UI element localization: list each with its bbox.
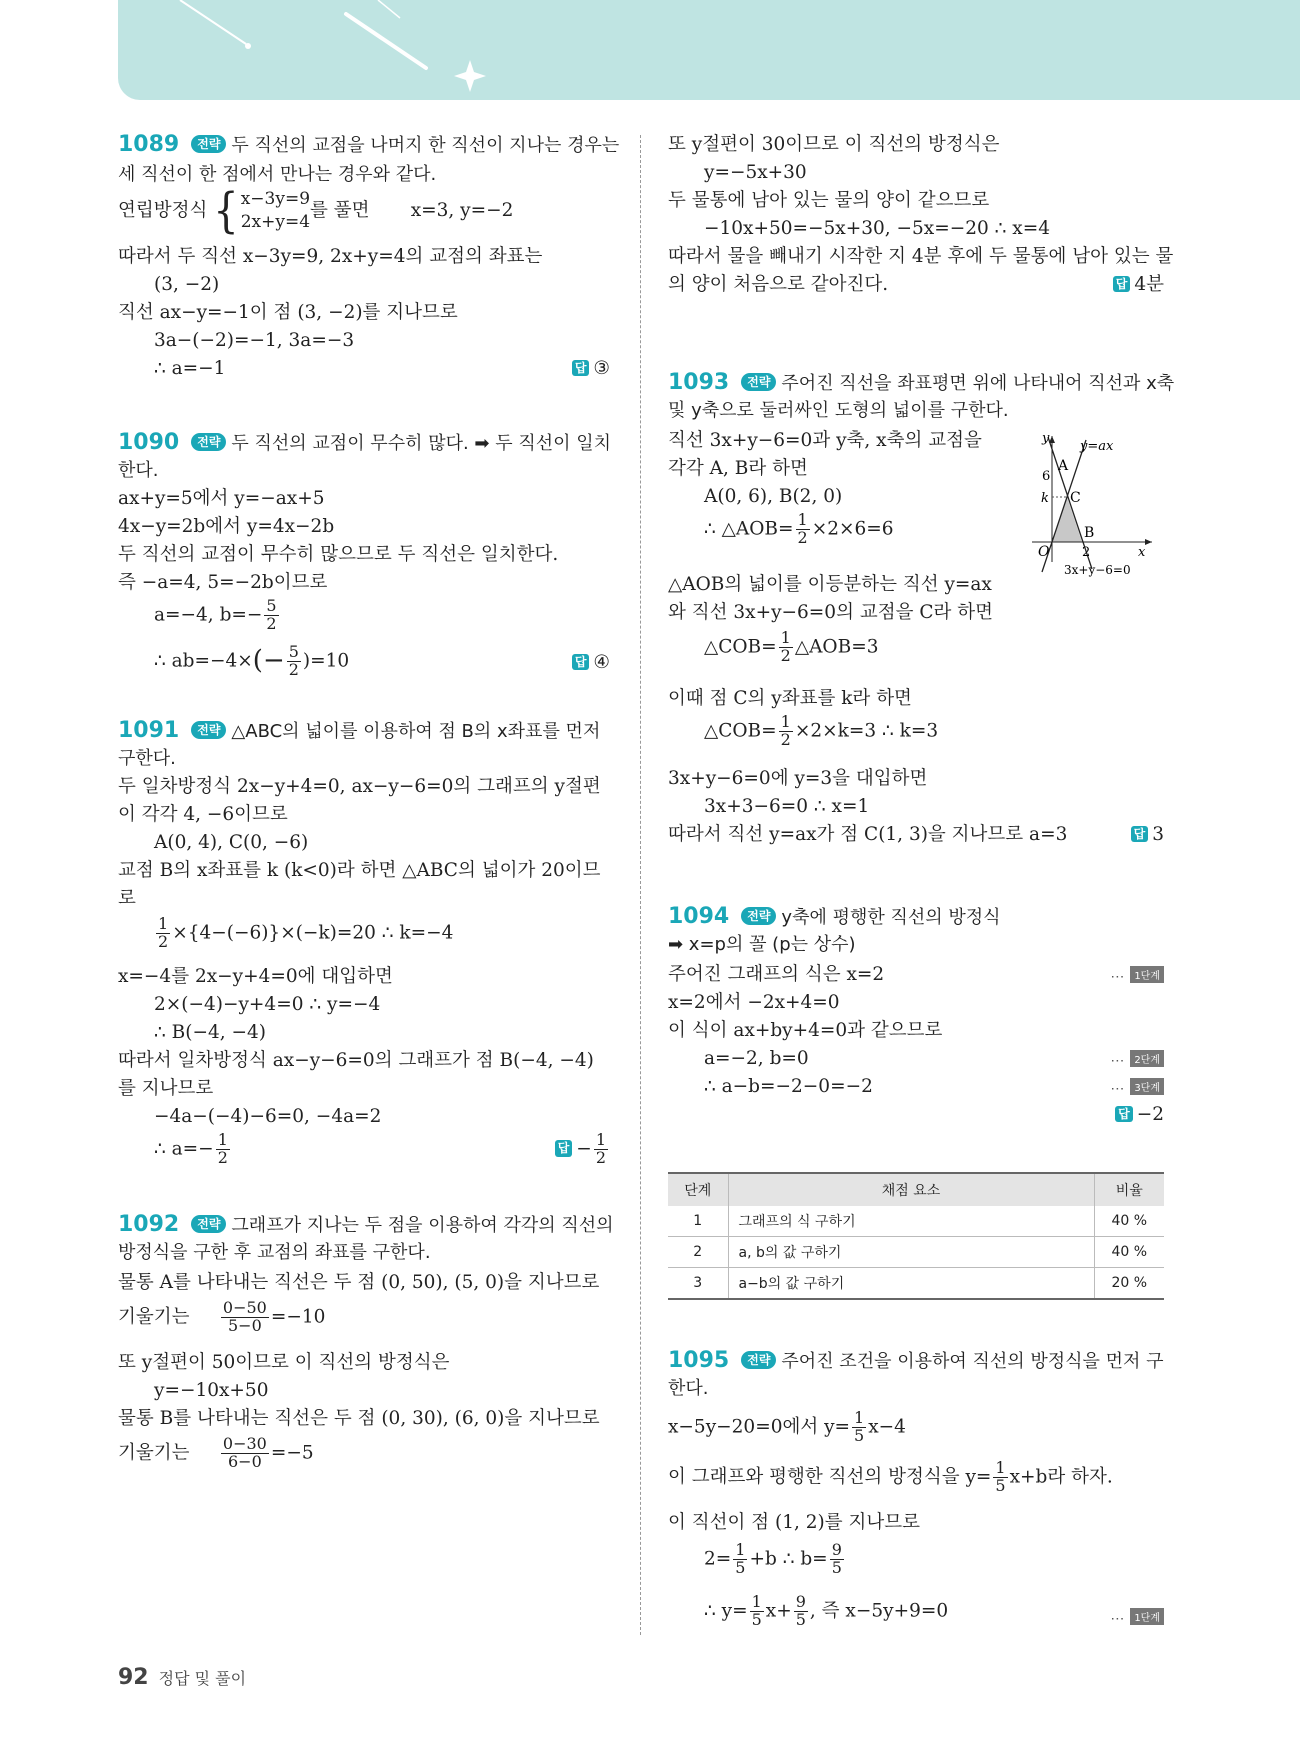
numerator: 1 bbox=[595, 1130, 606, 1149]
table-row bbox=[668, 1268, 1164, 1300]
problem-1092-header bbox=[118, 1212, 614, 1238]
denominator: 2 bbox=[288, 659, 299, 679]
origin-label: O bbox=[1038, 544, 1050, 560]
solution-line bbox=[668, 512, 894, 547]
problem-number: 1089 bbox=[118, 132, 180, 157]
solution-line: a=−2, b=0 bbox=[704, 1048, 809, 1069]
denominator: 5 bbox=[735, 1557, 746, 1577]
fraction bbox=[779, 714, 793, 749]
arrow-icon bbox=[1145, 539, 1152, 545]
table-header: 단계 bbox=[668, 1173, 728, 1206]
text: ×{4−(−6)}×(−k)=20 ∴ k=−4 bbox=[172, 922, 454, 944]
strategy-tag: 전략 bbox=[191, 1215, 226, 1233]
problem-1095-header bbox=[668, 1348, 1164, 1374]
numerator: 9 bbox=[795, 1592, 806, 1611]
dots: ⋯ bbox=[1110, 1081, 1125, 1097]
denominator: 5 bbox=[854, 1425, 865, 1445]
table-cell: 20 % bbox=[1094, 1268, 1164, 1300]
solution-line: −4a−(−4)−6=0, −4a=2 bbox=[154, 1106, 382, 1127]
brace-icon: { bbox=[213, 183, 239, 239]
fraction bbox=[830, 1542, 844, 1577]
strategy-tag: 전략 bbox=[741, 907, 776, 925]
fraction bbox=[750, 1594, 764, 1629]
solution-line: 따라서 물을 빼내기 시작한 지 4분 후에 두 물통에 남아 있는 물 bbox=[668, 246, 1174, 267]
solution-line: ∴ a=−1 bbox=[154, 358, 226, 379]
text: +b ∴ b= bbox=[749, 1548, 828, 1570]
coordinate-graph bbox=[1024, 432, 1164, 582]
solution-line: 또 y절편이 30이므로 이 직선의 방정식은 bbox=[668, 134, 1000, 155]
denominator: 5 bbox=[795, 1609, 806, 1629]
solution-line bbox=[668, 1410, 906, 1445]
solution-line: x=2에서 −2x+4=0 bbox=[668, 992, 840, 1013]
strategy-text: 두 직선의 교점을 나머지 한 직선이 지나는 경우는 bbox=[231, 135, 620, 156]
strategy-text: ➡ x=p의 꼴 (p는 상수) bbox=[668, 934, 856, 955]
text: a=−4, b=− bbox=[154, 604, 263, 626]
solution-line: x=−4를 2x−y+4=0에 대입하면 bbox=[118, 966, 393, 987]
text: ×2×6=6 bbox=[811, 518, 894, 540]
solution-line: △AOB의 넓이를 이등분하는 직선 y=ax bbox=[668, 574, 992, 595]
solution-line: 두 물통에 남아 있는 물의 양이 같으므로 bbox=[668, 190, 990, 211]
solution-line: y=−5x+30 bbox=[704, 162, 807, 183]
axis-label: y bbox=[1042, 432, 1050, 446]
denominator: 2 bbox=[266, 613, 277, 633]
fraction bbox=[594, 1132, 608, 1167]
solution-line: (3, −2) bbox=[154, 274, 220, 295]
fraction bbox=[794, 1594, 808, 1629]
numerator: 5 bbox=[288, 642, 299, 661]
numerator: 1 bbox=[780, 712, 791, 731]
answer-label: 답 bbox=[1115, 1106, 1133, 1122]
numerator: 1 bbox=[735, 1540, 746, 1559]
point-label: C bbox=[1070, 490, 1081, 506]
strategy-tag: 전략 bbox=[191, 433, 226, 451]
table-cell: 40 % bbox=[1094, 1206, 1164, 1237]
page-number: 92 bbox=[118, 1665, 149, 1690]
strategy-text: 구한다. bbox=[118, 748, 176, 769]
solution-line: −10x+50=−5x+30, −5x=−20 ∴ x=4 bbox=[704, 218, 1051, 239]
line-label: y=ax bbox=[1080, 439, 1114, 454]
system-equations bbox=[241, 188, 310, 234]
solution-line: ∴ a−b=−2−0=−2 bbox=[704, 1076, 873, 1097]
solution-line: 로 bbox=[118, 888, 136, 909]
text: x−4 bbox=[868, 1416, 906, 1438]
solution-line: 이 각각 4, −6이므로 bbox=[118, 804, 288, 825]
answer-label: 답 bbox=[572, 360, 590, 376]
answer-value: −2 bbox=[1136, 1104, 1164, 1125]
solution-line: y=−10x+50 bbox=[154, 1380, 269, 1401]
numerator: 0−50 bbox=[222, 1298, 267, 1317]
fraction bbox=[733, 1542, 747, 1577]
strategy-text: 한다. bbox=[668, 1378, 709, 1399]
strategy-tag: 전략 bbox=[191, 135, 226, 153]
solution-line: 또 y절편이 50이므로 이 직선의 방정식은 bbox=[118, 1352, 450, 1373]
problem-1094-header bbox=[668, 904, 1001, 930]
fraction bbox=[221, 1436, 269, 1471]
grading-table bbox=[668, 1172, 1164, 1300]
numerator: 1 bbox=[995, 1458, 1006, 1477]
text: 기울기는 bbox=[118, 1306, 190, 1328]
fraction bbox=[264, 598, 278, 633]
answer-label: 답 bbox=[1113, 276, 1131, 292]
solution-line: 두 일차방정식 2x−y+4=0, ax−y−6=0의 그래프의 y절편 bbox=[118, 776, 601, 797]
header-banner bbox=[118, 0, 1300, 100]
dots: ⋯ bbox=[1110, 1611, 1125, 1627]
denominator: 5−0 bbox=[227, 1315, 262, 1335]
text: , 즉 x−5y+9=0 bbox=[809, 1600, 949, 1622]
text: 이 그래프와 평행한 직선의 방정식을 y= bbox=[668, 1466, 992, 1488]
answer-value: ④ bbox=[593, 652, 610, 673]
step-label: 1단계 bbox=[1130, 1608, 1164, 1625]
problem-number: 1095 bbox=[668, 1348, 730, 1373]
answer bbox=[572, 652, 610, 674]
numerator: 9 bbox=[831, 1540, 842, 1559]
text: ∴ △AOB= bbox=[704, 518, 794, 540]
solution-line bbox=[118, 1436, 314, 1471]
answer-value: ③ bbox=[593, 358, 610, 379]
fraction bbox=[216, 1132, 230, 1167]
solution-line bbox=[118, 1300, 325, 1335]
denominator: 2 bbox=[780, 645, 791, 665]
text: 를 풀면 bbox=[310, 199, 370, 221]
denominator: 6−0 bbox=[227, 1451, 262, 1471]
footer-title: 정답 및 풀이 bbox=[158, 1669, 247, 1688]
solution-line: 주어진 그래프의 식은 x=2 bbox=[668, 964, 885, 985]
solution-line: 각각 A, B라 하면 bbox=[668, 458, 808, 479]
solution-line bbox=[668, 714, 938, 749]
text: ∴ y= bbox=[704, 1600, 748, 1622]
text: ×2×k=3 ∴ k=3 bbox=[794, 720, 939, 742]
point-label: A bbox=[1058, 458, 1069, 474]
fraction bbox=[993, 1460, 1007, 1495]
problem-1093-header bbox=[668, 370, 1174, 396]
table-header-row bbox=[668, 1173, 1164, 1206]
solution-line: 물통 B를 나타내는 직선은 두 점 (0, 30), (6, 0)을 지나므로 bbox=[118, 1408, 600, 1429]
answer-label: 답 bbox=[572, 654, 590, 670]
text: x+b라 하자. bbox=[1009, 1466, 1113, 1488]
solution-line: A(0, 4), C(0, −6) bbox=[154, 832, 309, 853]
text: x−5y−20=0에서 y= bbox=[668, 1416, 851, 1438]
equation-system bbox=[118, 183, 514, 239]
strategy-tag: 전략 bbox=[741, 1351, 776, 1369]
answer-value: − bbox=[576, 1138, 592, 1160]
table-row bbox=[668, 1237, 1164, 1268]
denominator: 2 bbox=[595, 1147, 606, 1167]
strategy-text: △ABC의 넓이를 이용하여 점 B의 x좌표를 먼저 bbox=[231, 721, 601, 742]
solution-line: 물통 A를 나타내는 직선은 두 점 (0, 50), (5, 0)을 지나므로 bbox=[118, 1272, 600, 1293]
axis-label: x bbox=[1138, 545, 1146, 560]
problem-number: 1091 bbox=[118, 718, 180, 743]
text: ∴ a=− bbox=[154, 1138, 214, 1160]
dots: ⋯ bbox=[1110, 1053, 1125, 1069]
star-decoration-icon bbox=[118, 0, 1300, 100]
solution-line: ax+y=5에서 y=−ax+5 bbox=[118, 488, 325, 509]
text: 2= bbox=[704, 1548, 732, 1570]
solution-line bbox=[668, 630, 878, 665]
text: 연립방정식 bbox=[118, 199, 208, 221]
strategy-text: y축에 평행한 직선의 방정식 bbox=[781, 907, 1001, 928]
text: △COB= bbox=[704, 720, 777, 742]
numerator: 1 bbox=[751, 1592, 762, 1611]
solution-line: 3x+y−6=0에 y=3을 대입하면 bbox=[668, 768, 928, 789]
numerator: 1 bbox=[797, 510, 808, 529]
solution-line: 두 직선의 교점이 무수히 많으므로 두 직선은 일치한다. bbox=[118, 544, 559, 565]
solution-line: 3a−(−2)=−1, 3a=−3 bbox=[154, 330, 355, 351]
denominator: 5 bbox=[995, 1475, 1006, 1495]
fraction bbox=[287, 644, 301, 679]
answer bbox=[572, 358, 610, 380]
strategy-text: 및 y축으로 둘러싸인 도형의 넓이를 구한다. bbox=[668, 400, 1009, 421]
solution-line: 따라서 직선 y=ax가 점 C(1, 3)을 지나므로 a=3 bbox=[668, 824, 1068, 845]
solution-line bbox=[668, 1594, 948, 1629]
solution-line: 와 직선 3x+y−6=0의 교점을 C라 하면 bbox=[668, 602, 993, 623]
solution-line: 따라서 일차방정식 ax−y−6=0의 그래프가 점 B(−4, −4) bbox=[118, 1050, 594, 1071]
denominator: 5 bbox=[831, 1557, 842, 1577]
answer bbox=[1131, 824, 1164, 846]
text: )=10 bbox=[302, 650, 350, 672]
text: (− bbox=[252, 645, 285, 676]
solution-line: 의 양이 처음으로 같아진다. bbox=[668, 274, 889, 295]
solution-line: 이때 점 C의 y좌표를 k라 하면 bbox=[668, 688, 912, 709]
problem-number: 1090 bbox=[118, 430, 180, 455]
step-label: 2단계 bbox=[1130, 1050, 1164, 1067]
problem-number: 1092 bbox=[118, 1212, 180, 1237]
numerator: 1 bbox=[158, 914, 169, 933]
table-cell: a, b의 값 구하기 bbox=[728, 1237, 1094, 1268]
solution-line: 교점 B의 x좌표를 k (k<0)라 하면 △ABC의 넓이가 20이므 bbox=[118, 860, 601, 881]
fraction bbox=[779, 630, 793, 665]
step-label: 1단계 bbox=[1130, 966, 1164, 983]
table-header: 비율 bbox=[1094, 1173, 1164, 1206]
text: △AOB=3 bbox=[794, 636, 879, 658]
table-cell: 3 bbox=[668, 1268, 728, 1300]
table-row bbox=[668, 1206, 1164, 1237]
answer-value: 3 bbox=[1152, 824, 1164, 845]
equation: x−3y=9 bbox=[240, 189, 311, 209]
text: =−5 bbox=[270, 1442, 314, 1464]
step-label: 3단계 bbox=[1130, 1078, 1164, 1095]
numerator: 1 bbox=[217, 1130, 228, 1149]
denominator: 2 bbox=[797, 527, 808, 547]
strategy-text: 두 직선의 교점이 무수히 많다. ➡ 두 직선이 일치 bbox=[231, 433, 611, 454]
strategy-tag: 전략 bbox=[741, 373, 776, 391]
strategy-text: 주어진 직선을 좌표평면 위에 나타내어 직선과 x축 bbox=[781, 373, 1175, 394]
strategy-text: 세 직선이 한 점에서 만나는 경우와 같다. bbox=[118, 164, 437, 185]
strategy-text: 한다. bbox=[118, 460, 159, 481]
numerator: 0−30 bbox=[222, 1434, 267, 1453]
dots: ⋯ bbox=[1110, 969, 1125, 985]
solution-line: 를 지나므로 bbox=[118, 1078, 214, 1099]
fraction bbox=[852, 1410, 866, 1445]
numerator: 1 bbox=[854, 1408, 865, 1427]
table-header: 채점 요소 bbox=[728, 1173, 1094, 1206]
solution-line: 3x+3−6=0 ∴ x=1 bbox=[704, 796, 870, 817]
table-cell: 그래프의 식 구하기 bbox=[728, 1206, 1094, 1237]
strategy-text: 그래프가 지나는 두 점을 이용하여 각각의 직선의 bbox=[231, 1215, 614, 1236]
solution-line: 직선 ax−y=−1이 점 (3, −2)를 지나므로 bbox=[118, 302, 458, 323]
fraction bbox=[156, 916, 170, 951]
solution-line bbox=[118, 644, 349, 679]
solution-line bbox=[668, 1460, 1113, 1495]
table-cell: a−b의 값 구하기 bbox=[728, 1268, 1094, 1300]
point-label: B bbox=[1084, 525, 1095, 541]
problem-1091-header bbox=[118, 718, 600, 744]
denominator: 2 bbox=[780, 729, 791, 749]
solution-line bbox=[118, 598, 281, 633]
answer-label: 답 bbox=[555, 1140, 573, 1156]
solution-line: 2×(−4)−y+4=0 ∴ y=−4 bbox=[154, 994, 381, 1015]
equation: 2x+y=4 bbox=[240, 211, 311, 232]
solution-line: 이 식이 ax+by+4=0과 같으므로 bbox=[668, 1020, 943, 1041]
fraction bbox=[796, 512, 810, 547]
denominator: 5 bbox=[751, 1609, 762, 1629]
denominator: 2 bbox=[217, 1147, 228, 1167]
answer-value: 4분 bbox=[1134, 274, 1164, 295]
page-footer bbox=[118, 1665, 246, 1690]
text: △COB= bbox=[704, 636, 777, 658]
column-divider bbox=[640, 135, 641, 1635]
numerator: 5 bbox=[266, 596, 277, 615]
step-badge bbox=[1110, 1608, 1164, 1627]
step-badge bbox=[1110, 966, 1164, 985]
table-cell: 2 bbox=[668, 1237, 728, 1268]
answer bbox=[1115, 1104, 1164, 1126]
denominator: 2 bbox=[158, 931, 169, 951]
step-badge bbox=[1110, 1078, 1164, 1097]
text: x+ bbox=[765, 1600, 792, 1622]
strategy-text: 방정식을 구한 후 교점의 좌표를 구한다. bbox=[118, 1242, 431, 1263]
problem-1090-header bbox=[118, 430, 611, 456]
answer bbox=[1113, 274, 1164, 296]
answer bbox=[555, 1132, 610, 1167]
text: ∴ ab=−4× bbox=[154, 650, 253, 672]
solution-line: 4x−y=2b에서 y=4x−2b bbox=[118, 516, 335, 537]
tick-label: 6 bbox=[1042, 469, 1051, 484]
strategy-tag: 전략 bbox=[191, 721, 226, 739]
tick-label: k bbox=[1041, 491, 1049, 506]
line-label: 3x+y−6=0 bbox=[1064, 563, 1131, 577]
solution-line: A(0, 6), B(2, 0) bbox=[704, 486, 843, 507]
solution-line: ∴ B(−4, −4) bbox=[154, 1022, 266, 1043]
numerator: 1 bbox=[780, 628, 791, 647]
text: 기울기는 bbox=[118, 1442, 190, 1464]
solution-line bbox=[668, 1542, 846, 1577]
tick-label: 2 bbox=[1082, 545, 1091, 560]
solution-line: 따라서 두 직선 x−3y=9, 2x+y=4의 교점의 좌표는 bbox=[118, 246, 543, 267]
table-cell: 40 % bbox=[1094, 1237, 1164, 1268]
solution-line bbox=[118, 916, 453, 951]
solution-line bbox=[118, 1132, 232, 1167]
fraction bbox=[221, 1300, 269, 1335]
text: =−10 bbox=[270, 1306, 326, 1328]
strategy-text: 주어진 조건을 이용하여 직선의 방정식을 먼저 구 bbox=[781, 1351, 1164, 1372]
solution-line: 즉 −a=4, 5=−2b이므로 bbox=[118, 572, 328, 593]
problem-1089-header bbox=[118, 132, 619, 158]
text: x=3, y=−2 bbox=[410, 199, 514, 221]
step-badge bbox=[1110, 1050, 1164, 1069]
problem-number: 1093 bbox=[668, 370, 730, 395]
problem-number: 1094 bbox=[668, 904, 730, 929]
table-cell: 1 bbox=[668, 1206, 728, 1237]
solution-line: 이 직선이 점 (1, 2)를 지나므로 bbox=[668, 1512, 920, 1533]
solution-line: 직선 3x+y−6=0과 y축, x축의 교점을 bbox=[668, 430, 982, 451]
answer-label: 답 bbox=[1131, 826, 1149, 842]
